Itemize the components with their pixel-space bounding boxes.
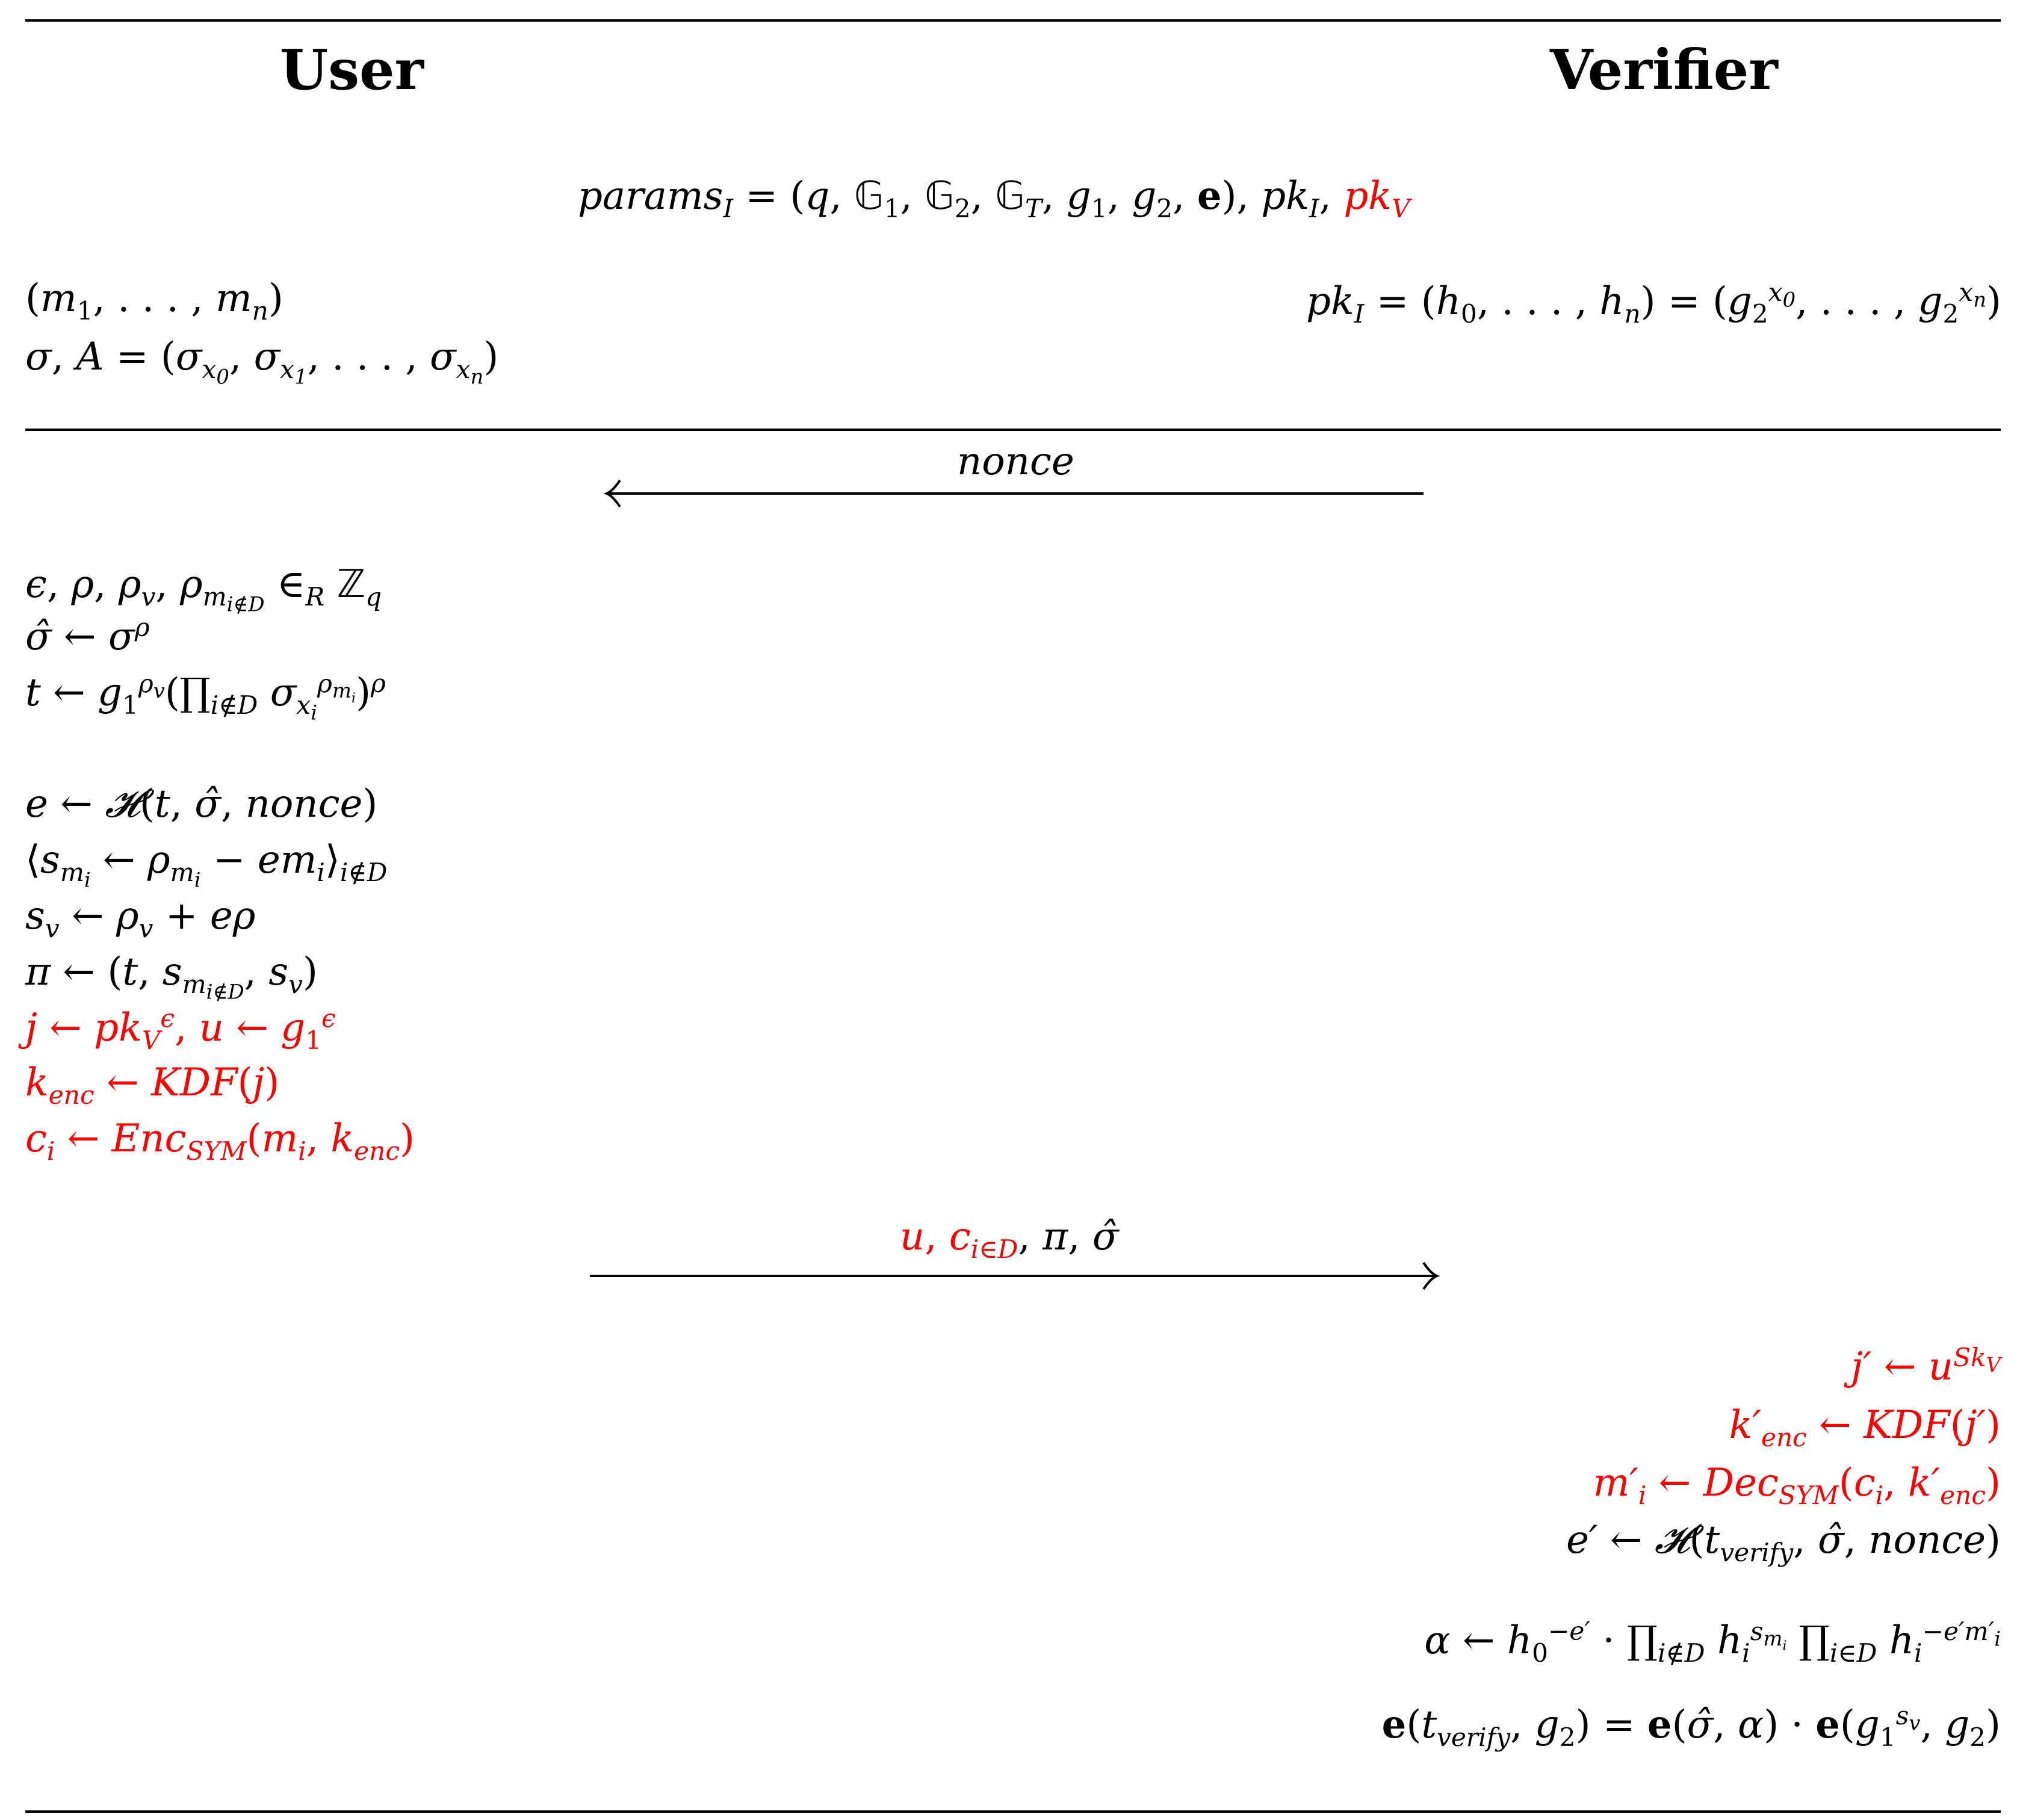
verifier-step-m-prime: $m'_i$ ← $Dec_{SYM}(c_i$, $k'_{enc}$) <box>1593 1461 2001 1510</box>
setup-divider <box>25 429 2001 431</box>
user-step-j-u: j ← $pk_V^\epsilon$, u ← $g_1^\epsilon$ <box>25 1003 336 1055</box>
user-signature: σ, $A = (\sigma_{x_0}$, $\sigma_{x_1}$, . . . , $\sigma_{x_n}$) <box>25 335 499 389</box>
user-heading: User <box>280 37 424 102</box>
verifier-step-e-prime: e′ ← $𝓗(t_{verify}$, σ̂, nonce) <box>1566 1518 2001 1567</box>
user-step-ci: $c_i$ ← $Enc_{SYM}(m_i$, $k_{enc}$) <box>25 1116 415 1166</box>
user-step-e: e ← 𝓗(t, σ̂, nonce) <box>25 782 378 826</box>
user-step-sigma-hat: σ̂ ← $\sigma^\rho$ <box>25 612 150 659</box>
user-step-sv: $s_v$ ← $\rho_v + e\rho$ <box>25 894 256 943</box>
nonce-message-label: nonce <box>957 439 1074 484</box>
bottom-rule <box>25 1810 2001 1813</box>
user-messages: ($m_1$, . . . , $m_n$) <box>25 276 283 326</box>
proof-arrow <box>590 1258 1445 1294</box>
verifier-step-alpha: α ← $h_0^{-e'}$ · $\prod_{i\notin D}$ $h_i^{s_{m_i}}$ $\prod_{i\in D}$ $h_i^{-e'm'_i}$ <box>1424 1616 2001 1668</box>
verifier-step-pairing-check: $e(t_{verify}$, $g_2$) = e(σ̂, $\alpha) \cdot e(g_1^{s_v}$, $g_2$) <box>1381 1700 2001 1752</box>
user-step-random: ϵ, ρ, $\rho_v$, $\rho_{m_{i\notin D}}$ $\in_R$ ℤ$_q$ <box>25 562 382 616</box>
user-step-t: t ← $g_1^{\rho_v}(\prod_{i\notin D}$ $\sigma_{x_i}^{\rho_{m_i}})^\rho$ <box>25 668 386 725</box>
verifier-step-j-prime: j′ ← $u^{Sk_V}$ <box>1851 1342 2001 1389</box>
verifier-step-k-prime: $k'_{enc}$ ← KDF(j′) <box>1729 1403 2001 1452</box>
nonce-arrow <box>602 475 1427 512</box>
params-line: params$_I$ = (q, 𝔾$_1$, 𝔾$_2$, 𝔾$_T$, $g_1$, $g_2$, e), $pk_I$, $pk_V$ <box>578 173 1410 223</box>
user-step-k-enc: $k_{enc}$ ← KDF(j) <box>25 1060 280 1110</box>
proof-message-label: u, $c_{i\in D}$, π, σ̂ <box>900 1215 1119 1264</box>
user-step-pi: π ← (t, $s_{m_{i\notin D}}$, $s_v$) <box>25 950 318 1004</box>
top-rule <box>25 19 2001 22</box>
user-step-s-mi: $⟨s_{m_i}$ ← $\rho_{m_i}$ − $em_i⟩_{i\notin D}$ <box>25 838 388 892</box>
verifier-heading: Verifier <box>1550 37 1778 102</box>
verifier-public-key: $pk_I = (h_0$, . . . , $h_n) = (g_2^{x_0}$, . . . , $g_2^{x_n}$) <box>1306 277 2001 329</box>
